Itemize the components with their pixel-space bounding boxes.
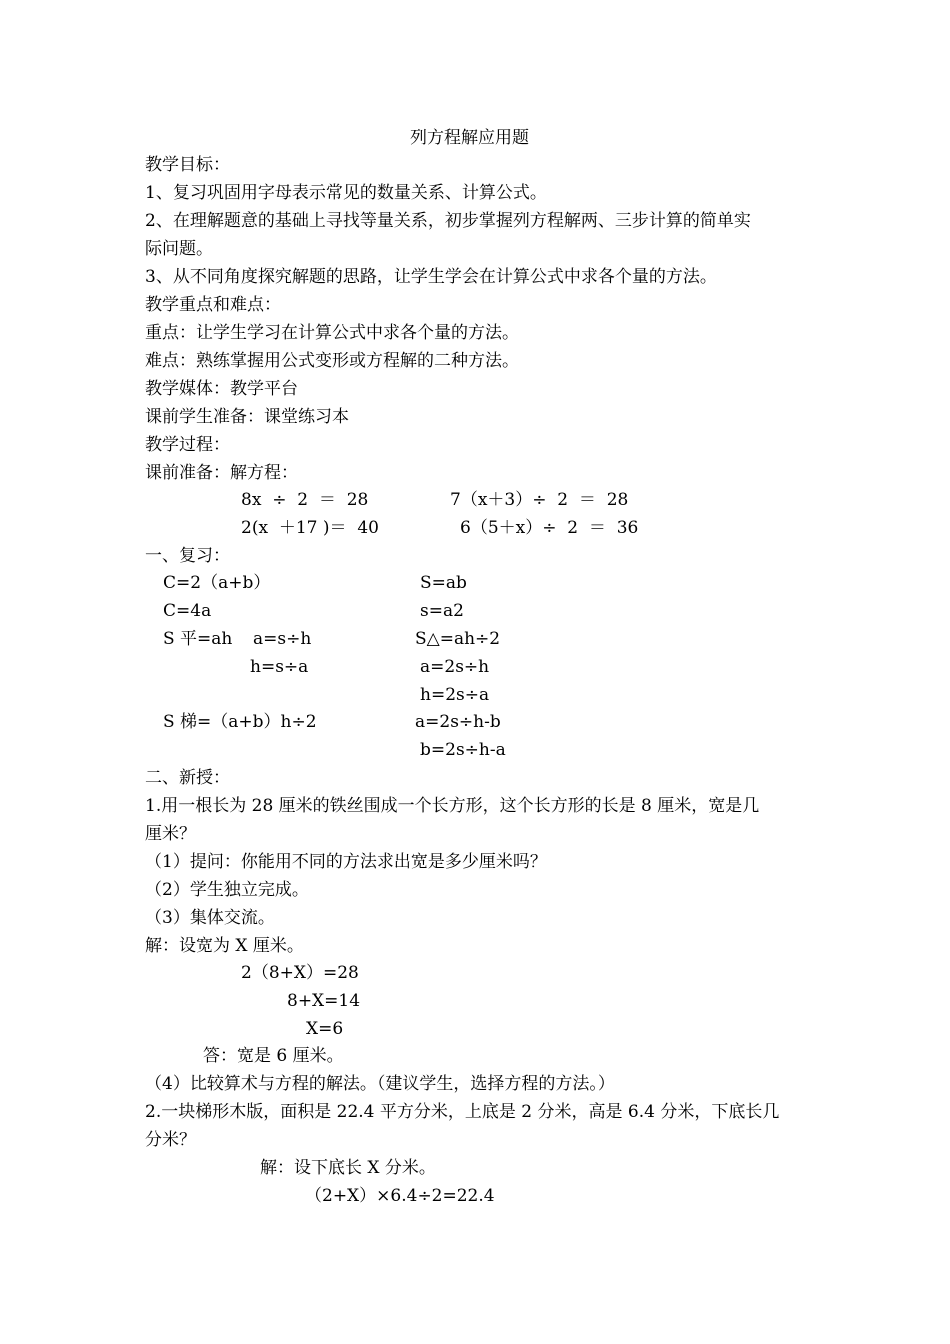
equation-4: 6（5＋x）÷ 2 ＝ 36 (460, 518, 639, 538)
objective-2-line1: 2、在理解题意的基础上寻找等量关系，初步掌握列方程解两、三步计算的简单实 (145, 211, 751, 231)
formula-a-para: a=s÷h (253, 629, 312, 649)
page-title: 列方程解应用题 (410, 128, 529, 148)
solution-2-eq1: （2+X）×6.4÷2=22.4 (305, 1186, 495, 1206)
objective-3: 3、从不同角度探究解题的思路，让学生学会在计算公式中求各个量的方法。 (145, 267, 717, 287)
formula-b-trap: b=2s÷h-a (420, 740, 506, 760)
formula-s-trap: S 梯=（a+b）h÷2 (163, 712, 317, 732)
formula-a-trap: a=2s÷h-b (415, 712, 501, 732)
review-heading: 一、复习： (145, 546, 230, 566)
problem-1-line1: 1.用一根长为 28 厘米的铁丝围成一个长方形，这个长方形的长是 8 厘米，宽是几 (145, 796, 760, 816)
equation-1: 8x ÷ 2 ＝ 28 (241, 490, 369, 510)
equation-2: 7（x＋3）÷ 2 ＝ 28 (450, 490, 629, 510)
formula-h-para: h=s÷a (250, 657, 309, 677)
formula-s-square: s=a2 (420, 601, 464, 621)
problem-2-line2: 分米？ (145, 1130, 196, 1150)
step-1: （1）提问：你能用不同的方法求出宽是多少厘米吗？ (145, 852, 547, 872)
formula-c-rect: C=2（a+b） (163, 573, 271, 593)
solution-1: 解：设宽为 X 厘米。 (145, 936, 304, 956)
equation-3: 2(x ＋17 )＝ 40 (241, 518, 379, 538)
process-heading: 教学过程： (145, 435, 230, 455)
formula-s-rect: S=ab (420, 573, 467, 593)
step-4: （4）比较算术与方程的解法。（建议学生，选择方程的方法。） (145, 1074, 615, 1094)
preparation: 课前学生准备：课堂练习本 (145, 407, 349, 427)
step-2: （2）学生独立完成。 (145, 880, 309, 900)
key-heading: 教学重点和难点： (145, 295, 281, 315)
problem-1-line2: 厘米？ (145, 824, 196, 844)
formula-a-tri: a=2s÷h (420, 657, 490, 677)
objective-2-line2: 际问题。 (145, 239, 213, 259)
problem-2-line1: 2.一块梯形木版，面积是 22.4 平方分米，上底是 2 分米，高是 6.4 分米，下底长几 (145, 1102, 780, 1122)
formula-s-para: S 平=ah (163, 629, 233, 649)
solution-1-eq3: X=6 (306, 1019, 344, 1039)
answer-1: 答：宽是 6 厘米。 (203, 1046, 344, 1066)
solution-1-eq2: 8+X=14 (287, 991, 361, 1011)
key-point: 重点：让学生学习在计算公式中求各个量的方法。 (145, 323, 519, 343)
media: 教学媒体：教学平台 (145, 379, 298, 399)
solution-1-eq1: 2（8+X）=28 (241, 963, 359, 983)
formula-c-square: C=4a (163, 601, 212, 621)
new-heading: 二、新授： (145, 768, 230, 788)
prep-heading: 课前准备：解方程： (145, 463, 298, 483)
objectives-heading: 教学目标： (145, 155, 230, 175)
difficult-point: 难点：熟练掌握用公式变形或方程解的二种方法。 (145, 351, 519, 371)
step-3: （3）集体交流。 (145, 908, 275, 928)
solution-2: 解：设下底长 X 分米。 (260, 1158, 436, 1178)
formula-h-tri: h=2s÷a (420, 685, 490, 705)
formula-s-tri: S△=ah÷2 (415, 629, 501, 649)
objective-1: 1、复习巩固用字母表示常见的数量关系、计算公式。 (145, 183, 547, 203)
